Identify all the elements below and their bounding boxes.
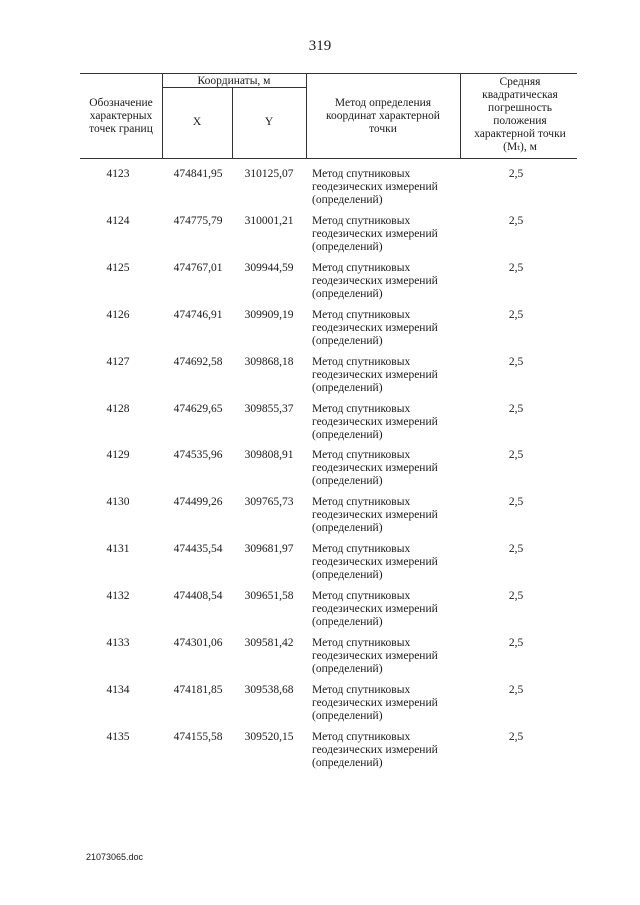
point-id: 4130 <box>106 496 130 509</box>
coord-y: 309909,19 <box>244 308 294 321</box>
table-row <box>0 449 640 495</box>
coord-x: 474746,91 <box>173 308 223 321</box>
mean-error: 2,5 <box>508 449 524 462</box>
coord-x: 474629,65 <box>173 402 223 415</box>
coord-x: 474155,58 <box>173 730 223 743</box>
coord-y: 309581,42 <box>244 637 294 649</box>
method: Метод спутниковых геодезических измерений (определений) <box>312 402 438 441</box>
coord-y: 309651,58 <box>244 590 294 603</box>
mean-error: 2,5 <box>508 496 524 509</box>
coord-y: 309808,91 <box>244 449 294 462</box>
page-number: 319 <box>308 38 332 54</box>
header-top-line <box>80 73 577 74</box>
coord-y: 309538,68 <box>244 683 294 696</box>
point-id: 4134 <box>106 683 130 696</box>
coord-x: 474181,85 <box>173 683 223 696</box>
method: Метод спутниковых геодезических измерений (определений) <box>312 496 438 535</box>
table-row <box>0 168 640 214</box>
coord-x: 474499,26 <box>173 496 223 509</box>
method: Метод спутниковых геодезических измерений (определений) <box>312 590 438 629</box>
table-row <box>0 403 640 449</box>
method: Метод спутниковых геодезических измерений (определений) <box>312 730 438 769</box>
mean-error: 2,5 <box>508 543 524 556</box>
coord-x: 474841,95 <box>173 168 223 180</box>
coord-x: 474767,01 <box>173 261 223 274</box>
coord-x: 474408,54 <box>173 590 223 603</box>
coord-y: 309855,37 <box>244 402 294 415</box>
table-row <box>0 356 640 402</box>
mean-error: 2,5 <box>508 590 524 603</box>
point-id: 4123 <box>106 168 130 180</box>
header-bottom-line <box>80 158 577 159</box>
point-id: 4124 <box>106 214 130 227</box>
point-id: 4133 <box>106 637 130 649</box>
table-row <box>0 684 640 730</box>
table-row <box>0 637 640 683</box>
mean-error: 2,5 <box>508 168 524 180</box>
coord-y: 310125,07 <box>244 168 294 180</box>
header-coordinates: Координаты, м <box>197 75 271 87</box>
coord-y: 309765,73 <box>244 496 294 509</box>
method: Метод спутниковых геодезических измерений (определений) <box>312 355 438 394</box>
header-vline-3 <box>306 73 307 159</box>
method: Метод спутниковых геодезических измерений (определений) <box>312 261 438 300</box>
method: Метод спутниковых геодезических измерений (определений) <box>312 637 438 675</box>
header-x: X <box>192 116 202 128</box>
point-id: 4125 <box>106 261 130 274</box>
mean-error: 2,5 <box>508 214 524 227</box>
coord-x: 474535,96 <box>173 449 223 462</box>
mean-error: 2,5 <box>508 637 524 649</box>
footer-filename: 21073065.doc <box>86 852 144 862</box>
coord-x: 474435,54 <box>173 543 223 556</box>
coord-y: 309520,15 <box>244 730 294 743</box>
point-id: 4127 <box>106 355 130 368</box>
method: Метод спутниковых геодезических измерений (определений) <box>312 168 438 206</box>
header-designation: Обозначение характерных точек границ <box>89 97 153 135</box>
table-row <box>0 590 640 636</box>
table-row <box>0 262 640 308</box>
header-vline-1 <box>162 73 163 159</box>
coord-y: 309868,18 <box>244 355 294 368</box>
mean-error: 2,5 <box>508 355 524 368</box>
point-id: 4132 <box>106 590 130 603</box>
coord-y: 309944,59 <box>244 261 294 274</box>
table-row <box>0 309 640 355</box>
point-id: 4135 <box>106 730 130 743</box>
header-vline-2 <box>232 87 233 159</box>
mean-error: 2,5 <box>508 730 524 743</box>
header-vline-4 <box>460 73 461 159</box>
method: Метод спутниковых геодезических измерений (определений) <box>312 683 438 722</box>
header-error: Средняя квадратическая погрешность положения характерной точки (Mₜ), м <box>474 76 566 153</box>
method: Метод спутниковых геодезических измерений (определений) <box>312 308 438 347</box>
point-id: 4126 <box>106 308 130 321</box>
table-row <box>0 543 640 589</box>
mean-error: 2,5 <box>508 261 524 274</box>
method: Метод спутниковых геодезических измерений (определений) <box>312 543 438 582</box>
mean-error: 2,5 <box>508 683 524 696</box>
mean-error: 2,5 <box>508 308 524 321</box>
point-id: 4128 <box>106 402 130 415</box>
header-y: Y <box>264 116 274 128</box>
table-row <box>0 215 640 261</box>
coord-y: 310001,21 <box>244 214 294 227</box>
table-row <box>0 731 640 777</box>
table-row <box>0 496 640 542</box>
coord-y: 309681,97 <box>244 543 294 556</box>
point-id: 4131 <box>106 543 130 556</box>
mean-error: 2,5 <box>508 402 524 415</box>
method: Метод спутниковых геодезических измерений (определений) <box>312 449 438 488</box>
coord-x: 474301,06 <box>173 637 223 649</box>
method: Метод спутниковых геодезических измерений (определений) <box>312 214 438 253</box>
header-method: Метод определения координат характерной точки <box>326 97 440 135</box>
point-id: 4129 <box>106 449 130 462</box>
coord-x: 474692,58 <box>173 355 223 368</box>
coord-x: 474775,79 <box>173 214 223 227</box>
